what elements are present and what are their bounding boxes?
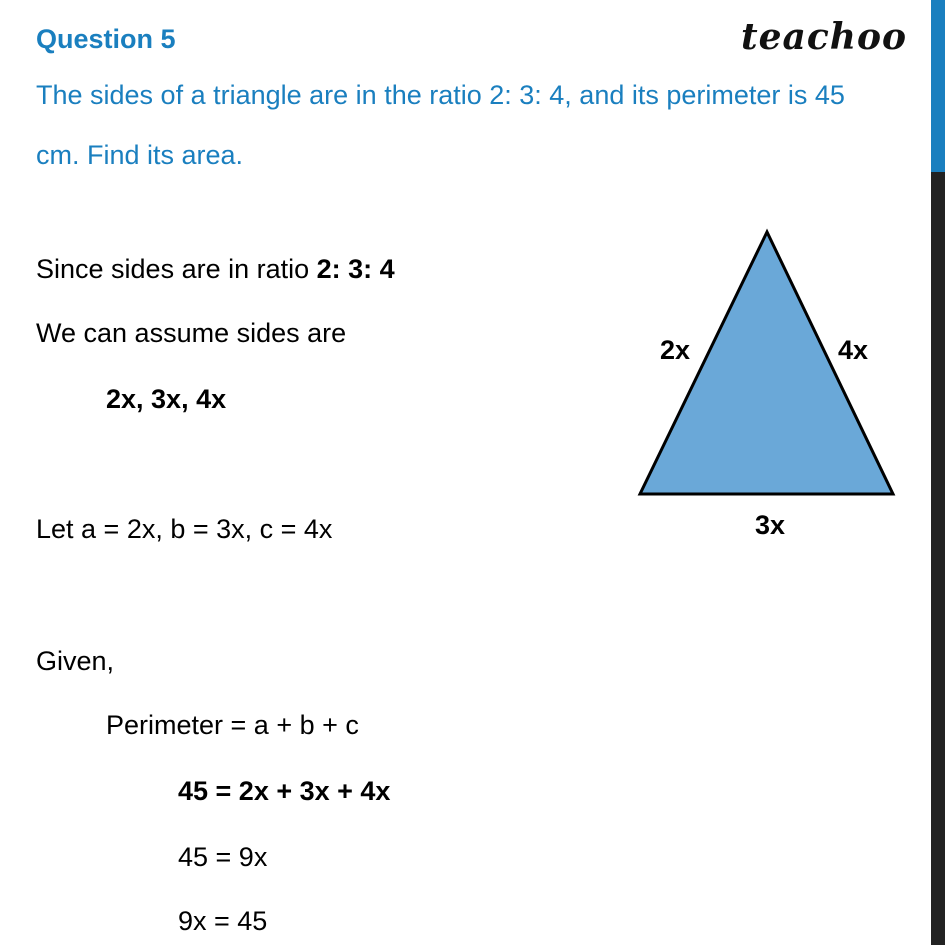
ratio-statement	[36, 254, 395, 285]
equation-1: 45 = 2x + 3x + 4x	[178, 776, 391, 806]
equation-2: 45 = 9x	[178, 842, 268, 872]
question-text-line-2: cm. Find its area.	[36, 140, 244, 170]
ratio-value: 2: 3: 4	[316, 254, 395, 284]
given-label: Given,	[36, 646, 115, 676]
let-line: Let a = 2x, b = 3x, c = 4x	[36, 514, 333, 544]
sides-line: 2x, 3x, 4x	[106, 384, 227, 414]
question-text-line-1: The sides of a triangle are in the ratio 2: 3: 4, and its perimeter is 45	[36, 80, 845, 110]
side-bar-accent	[931, 0, 945, 172]
right-side-label: 4x	[838, 335, 869, 365]
ratio-prefix: Since sides are in ratio	[36, 254, 317, 284]
base-label: 3x	[755, 510, 786, 540]
assume-line: We can assume sides are	[36, 318, 347, 348]
question-title: Question 5	[36, 24, 176, 54]
teachoo-logo: teachoo	[741, 16, 907, 58]
side-bar-dark	[931, 172, 945, 945]
left-side-label: 2x	[660, 335, 691, 365]
perimeter-line: Perimeter = a + b + c	[106, 710, 359, 740]
equation-3: 9x = 45	[178, 906, 268, 936]
slide-side-bar	[931, 0, 945, 945]
triangle-figure	[620, 220, 910, 550]
